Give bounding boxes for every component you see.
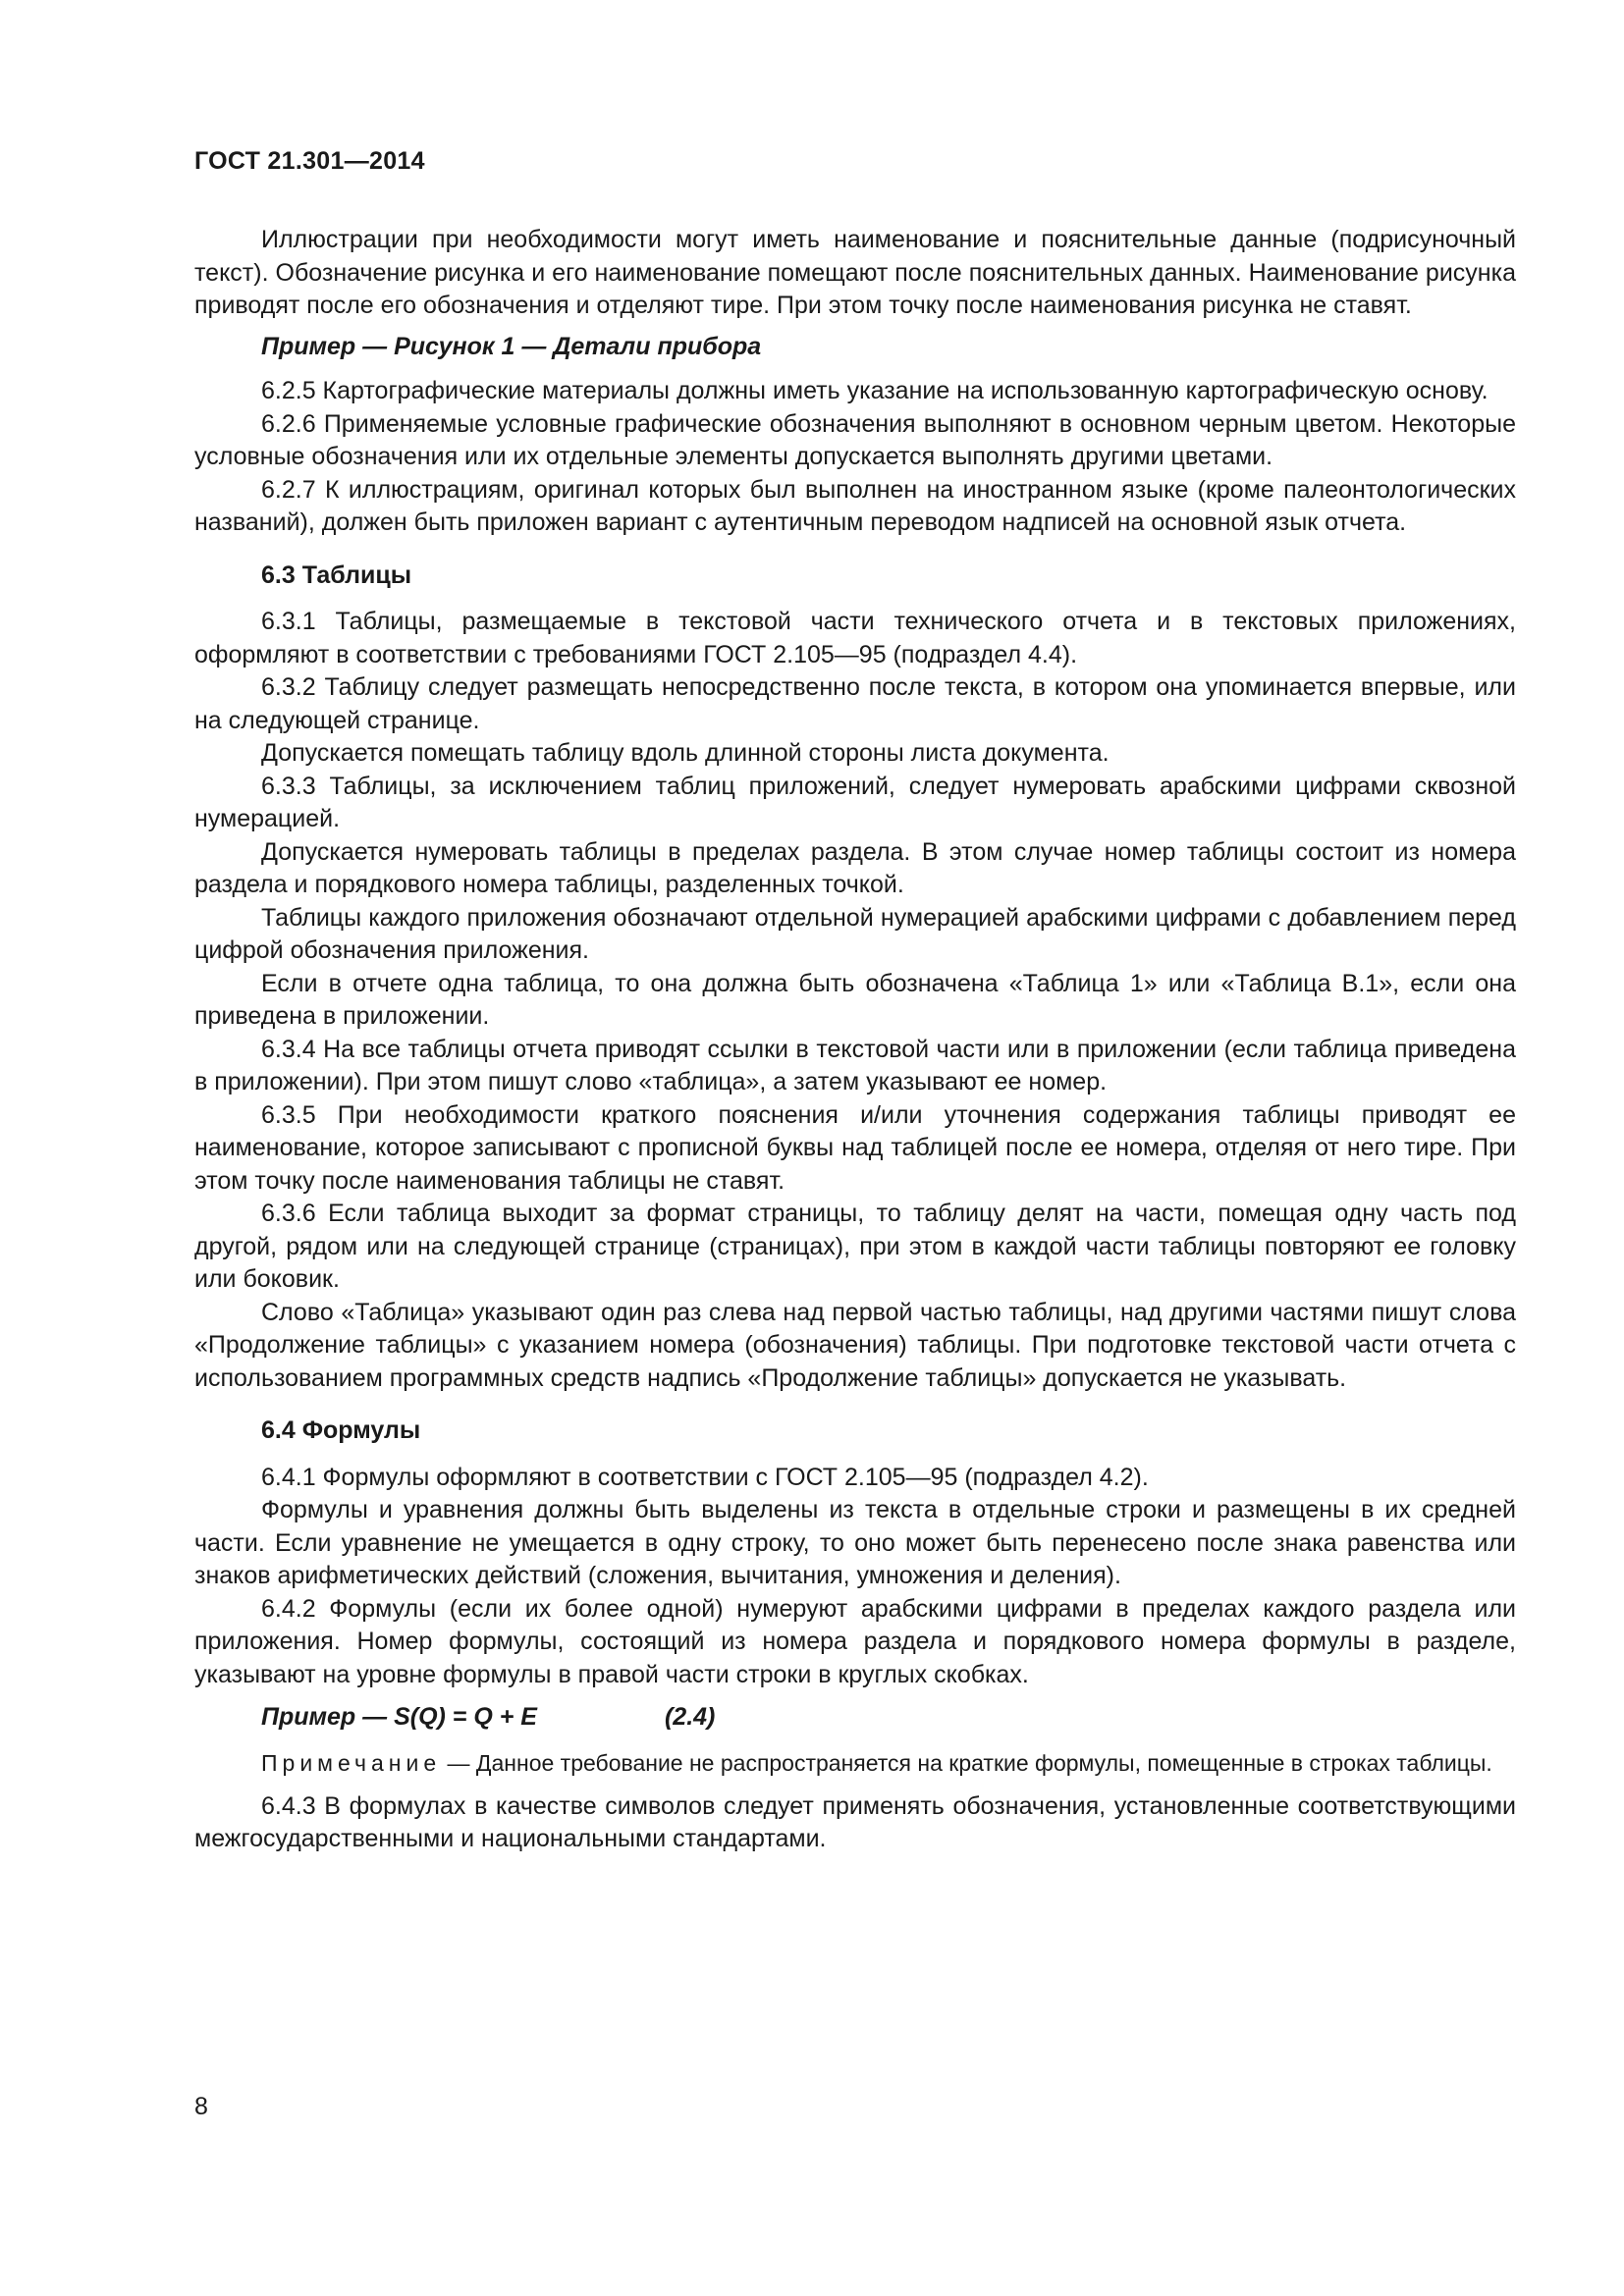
paragraph-6-3-3-cont-1: Допускается нумеровать таблицы в пределах раздела. В этом случае номер таблицы состоит из номера раздела и порядкового номера таблицы, разделенных точкой. <box>194 837 1516 898</box>
paragraph-6-4-3: 6.4.3 В формулах в качестве символов следует применять обозначения, установленные соответствующими межгосударственными и национальными стандартами. <box>194 1791 1516 1852</box>
page-number: 8 <box>194 2093 208 2120</box>
paragraph-6-2-5: 6.2.5 Картографические материалы должны иметь указание на использованную картографическую основу. <box>261 377 1489 404</box>
example-formula-text: Пример — S(Q) = Q + E <box>261 1703 537 1731</box>
note-label: Примечание <box>261 1749 442 1776</box>
paragraph-6-3-3: 6.3.3 Таблицы, за исключением таблиц приложений, следует нумеровать арабскими цифрами сквозной нумерацией. <box>194 772 1516 832</box>
paragraph-6-3-6: 6.3.6 Если таблица выходит за формат страницы, то таблицу делят на части, помещая одну часть под другой, рядом или на следующей странице (страницах), при этом в каждой части таблицы повторяют ее головку или боковик. <box>194 1200 1516 1293</box>
document-body <box>194 224 1516 1856</box>
paragraph-6-3-6-cont: Слово «Таблица» указывают один раз слева над первой частью таблицы, над другими частями пишут слова «Продолжение таблицы» с указанием номера (обозначения) таблицы. При подготовке текстовой части отчета с использованием программных средств надпись «Продолжение таблицы» допускается не указывать. <box>194 1298 1516 1392</box>
paragraph-6-3-3-cont-3: Если в отчете одна таблица, то она должна быть обозначена «Таблица 1» или «Таблица В.1», если она приведена в приложении. <box>194 969 1516 1030</box>
paragraph-6-4-1: 6.4.1 Формулы оформляют в соответствии с ГОСТ 2.105—95 (подраздел 4.2). <box>261 1463 1149 1491</box>
paragraph-6-3-2-cont: Допускается помещать таблицу вдоль длинной стороны листа документа. <box>261 739 1110 767</box>
section-heading-6-3: 6.3 Таблицы <box>261 561 412 589</box>
note-text: — Данное требование не распространяется на краткие формулы, помещенные в строках таблицы. <box>441 1749 1492 1776</box>
paragraph-6-3-3-cont-2: Таблицы каждого приложения обозначают отдельной нумерацией арабскими цифрами с добавлением перед цифрой обозначения приложения. <box>194 903 1516 964</box>
paragraph-6-3-5: 6.3.5 При необходимости краткого пояснения и/или уточнения содержания таблицы приводят ее наименование, которое записывают с прописной буквы над таблицей после ее номера, отделяя от него тире. При этом точку после наименования таблицы не ставят. <box>194 1100 1516 1195</box>
paragraph-6-4-1-cont: Формулы и уравнения должны быть выделены из текста в отдельные строки и размещены в их средней части. Если уравнение не умещается в одну строку, то оно может быть перенесено после знака равенства или знаков арифметических действий (сложения, вычитания, умножения и деления). <box>194 1496 1516 1589</box>
example-formula <box>194 1701 1516 1735</box>
paragraph-6-3-4: 6.3.4 На все таблицы отчета приводят ссылки в текстовой части или в приложении (если таблица приведена в приложении). При этом пишут слово «таблица», а затем указывают ее номер. <box>194 1035 1516 1095</box>
example-figure: Пример — Рисунок 1 — Детали прибора <box>261 332 762 360</box>
paragraph-6-2-7: 6.2.7 К иллюстрациям, оригинал которых был выполнен на иностранном языке (кроме палеонтологических названий), должен быть приложен вариант с аутентичным переводом надписей на основной язык отчета. <box>194 475 1516 536</box>
document-code-header: ГОСТ 21.301—2014 <box>194 147 425 175</box>
paragraph-6-4-2: 6.4.2 Формулы (если их более одной) нумеруют арабскими цифрами в пределах каждого раздела или приложения. Номер формулы, состоящий из номера раздела и порядкового номера формулы в разделе, указывают на уровне формулы в правой части строки в круглых скобках. <box>194 1594 1516 1688</box>
formula-number: (2.4) <box>664 1703 716 1731</box>
paragraph-6-3-1: 6.3.1 Таблицы, размещаемые в текстовой части технического отчета и в текстовых приложениях, оформляют в соответствии с требованиями ГОСТ 2.105—95 (подраздел 4.4). <box>194 608 1516 668</box>
section-heading-6-4: 6.4 Формулы <box>261 1416 421 1444</box>
paragraph-6-2-6: 6.2.6 Применяемые условные графические обозначения выполняют в основном черным цветом. Некоторые условные обозначения или их отдельные элементы допускается выполнять другими цветами. <box>194 409 1516 470</box>
paragraph-illustrations: Иллюстрации при необходимости могут иметь наименование и пояснительные данные (подрисуночный текст). Обозначение рисунка и его наименование помещают после пояснительных данных. Наименование рисунка приводят после его обозначения и отделяют тире. При этом точку после наименования рисунка не ставят. <box>194 226 1516 319</box>
paragraph-6-3-2: 6.3.2 Таблицу следует размещать непосредственно после текста, в котором она упоминается впервые, или на следующей странице. <box>194 673 1516 734</box>
note <box>194 1748 1516 1779</box>
